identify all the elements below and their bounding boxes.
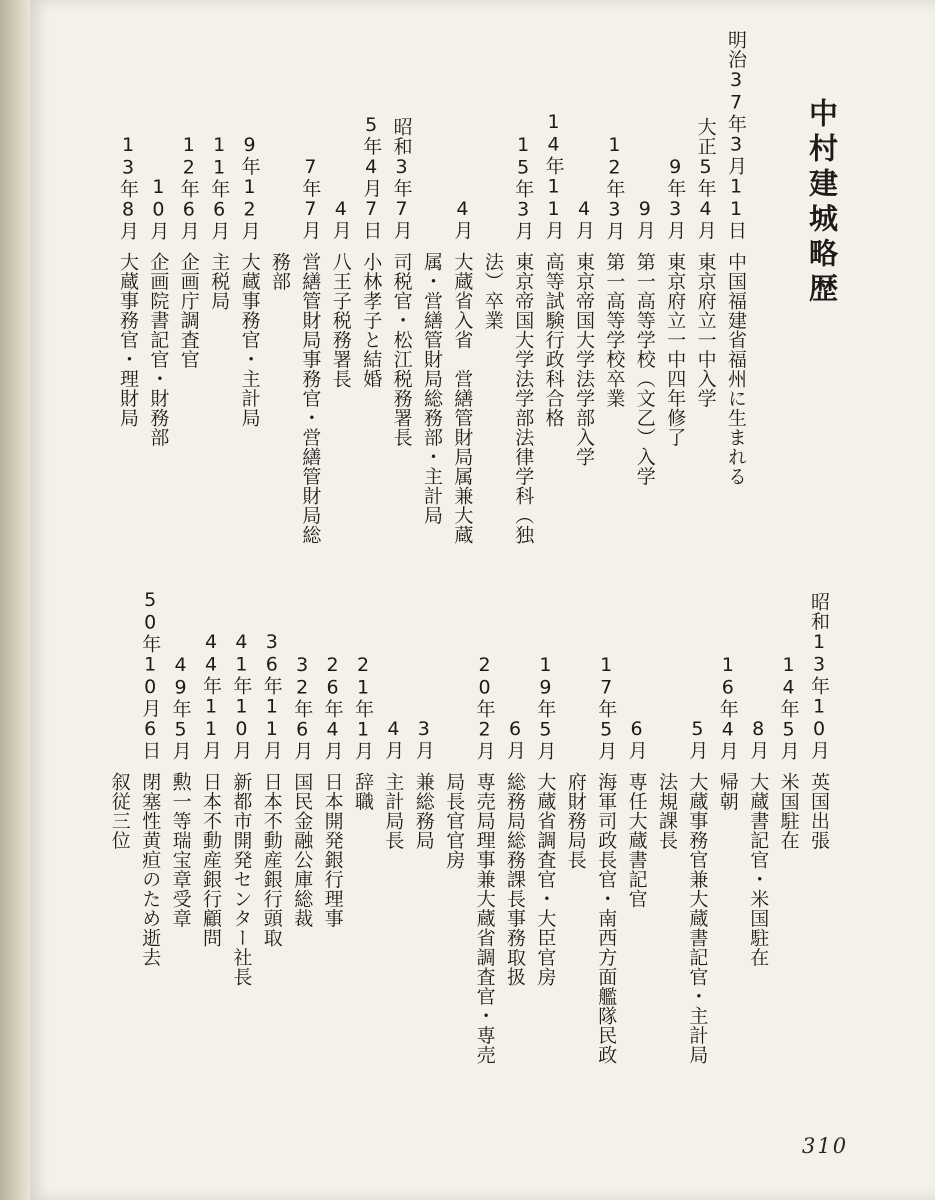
bottom-entry-text: 日本不動産銀行顧問: [200, 772, 222, 948]
top-entry-text: 第一高等学校卒業: [603, 252, 626, 408]
top-entry-text: 東京帝国大学法学部入学: [573, 252, 595, 467]
top-entry-text: 営繕管財局事務官・営繕管財局総: [299, 252, 322, 545]
top-entry-date: 12年3月: [603, 133, 626, 240]
bottom-entry-text: 英国出張: [808, 772, 830, 850]
top-entry-date: 昭和3年7月: [390, 117, 413, 240]
bottom-entry-text: 新都市開発センター社長: [230, 772, 253, 987]
bottom-entry-date: 41年10月: [230, 631, 253, 760]
top-entry-date: 9年3月: [664, 156, 687, 240]
top-entry-text: 司税官・松江税務署長: [390, 252, 413, 447]
bottom-entry-text: 大蔵事務官兼大蔵書記官・主計局: [686, 772, 709, 1065]
bottom-entry-text: 兼総務局: [412, 772, 435, 850]
top-entry-text: 属・営繕管財局総務部・主計局: [421, 252, 443, 525]
bottom-entry-date: 26年4月: [321, 653, 344, 760]
bottom-entry-text: 閉塞性黄疸のため逝去: [139, 772, 162, 967]
top-entry-text: 主税局: [208, 252, 231, 311]
bottom-entry-text: 総務局総務課長事務取扱: [504, 772, 526, 987]
bottom-entry-text: 主計局長: [382, 772, 405, 850]
top-entry-date: 4月: [329, 198, 352, 240]
bottom-entry-text: 叙従三位: [108, 772, 131, 850]
top-entry-date: 大正5年4月: [694, 117, 717, 240]
top-entry-date: 9月: [633, 198, 656, 240]
top-entry-date: 15年3月: [512, 133, 535, 240]
bottom-entry-date: 17年5月: [595, 653, 618, 760]
bottom-entry-text: 国民金融公庫総裁: [291, 772, 314, 928]
bottom-entry-date: 32年6月: [291, 653, 314, 760]
top-entry-date: 4月: [451, 198, 474, 240]
bottom-entry-text: 日本開発銀行理事: [321, 772, 344, 928]
bottom-entry-date: 3月: [412, 718, 435, 760]
bottom-entry-text: 専売局理事兼大蔵省調査官・専売: [473, 772, 496, 1065]
bottom-entry-date: 6月: [625, 718, 648, 760]
bottom-entry-date: 14年5月: [777, 653, 800, 760]
bottom-entry-text: 海軍司政長官・南西方面艦隊民政: [595, 772, 618, 1065]
bottom-entry-date: 21年1月: [352, 653, 374, 760]
top-entry-text: 企画庁調査官: [177, 252, 200, 369]
top-entry-text: 八王子税務署長: [329, 252, 352, 389]
bottom-entry-date: 5月: [686, 718, 709, 760]
top-entry-text: 東京府立一中入学: [694, 252, 717, 408]
bottom-entry-text: 専任大蔵書記官: [625, 772, 648, 909]
bottom-entry-date: 8月: [747, 718, 770, 760]
top-entry-date: 9年12月: [238, 133, 261, 240]
bottom-entry-text: 大蔵書記官・米国駐在: [747, 772, 770, 967]
bottom-entry-date: 4月: [382, 718, 405, 760]
top-entry-date: 明治37年3月11日: [725, 30, 747, 240]
top-entry-text: 第一高等学校（文乙）入学: [633, 252, 656, 486]
bottom-entry-date: 36年11月: [260, 631, 283, 760]
top-entry-text: 大蔵省入省 営繕管財局属兼大蔵: [451, 252, 474, 545]
book-page: [30, 0, 935, 1200]
top-entry-date: 4月: [573, 198, 595, 240]
bottom-entry-text: 勲一等瑞宝章受章: [169, 772, 192, 928]
top-entry-text: 東京帝国大学法学部法律学科（独: [512, 252, 535, 545]
top-entry-date: 14年11月: [542, 111, 565, 240]
top-entry-text: 大蔵事務官・理財局: [117, 252, 139, 428]
bottom-entry-date: 6月: [504, 718, 526, 760]
bottom-entry-text: 大蔵省調査官・大臣官房: [534, 772, 557, 987]
book-spine-shadow: [0, 0, 30, 1200]
top-entry-text: 法）卒業: [481, 252, 504, 330]
bottom-entry-date: 44年11月: [200, 631, 222, 760]
bottom-entry-date: 19年5月: [534, 653, 557, 760]
top-entry-date: 13年8月: [117, 133, 139, 240]
top-entry-date: 7年7月: [299, 156, 322, 240]
bottom-entry-date: 50年10月6日: [139, 589, 162, 760]
bottom-entry-date: 昭和13年10月: [808, 592, 830, 760]
bottom-entry-text: 辞職: [352, 772, 374, 811]
top-entry-text: 小林孝子と結婚: [360, 252, 383, 389]
bottom-entry-text: 帰朝: [716, 772, 739, 811]
bottom-entry-text: 米国駐在: [777, 772, 800, 850]
top-entry-date: 5年4月7日: [360, 114, 383, 240]
top-entry-text: 中国福建省福州に生まれる: [725, 252, 747, 486]
bottom-entry-date: 49年5月: [169, 653, 192, 760]
bottom-entry-text: 日本不動産銀行頭取: [260, 772, 283, 948]
top-entry-text: 務部: [269, 252, 291, 291]
top-entry-text: 企画院書記官・財務部: [147, 252, 170, 447]
bottom-entry-text: 法規課長: [656, 772, 678, 850]
top-entry-date: 10月: [147, 175, 170, 240]
top-entry-text: 大蔵事務官・主計局: [238, 252, 261, 428]
top-entry-text: 東京府立一中四年修了: [664, 252, 687, 447]
bottom-entry-date: 20年2月: [473, 653, 496, 760]
bottom-entry-text: 府財務局長: [564, 772, 587, 870]
bottom-entry-date: 16年4月: [716, 653, 739, 760]
top-entry-date: 12年6月: [177, 133, 200, 240]
bottom-entry-text: 局長官官房: [443, 772, 466, 870]
top-entry-date: 11年6月: [208, 133, 231, 240]
biography-title: 中村建城略歴: [805, 98, 839, 308]
top-entry-text: 高等試験行政科合格: [542, 252, 565, 428]
page-number: 310: [802, 1134, 849, 1158]
